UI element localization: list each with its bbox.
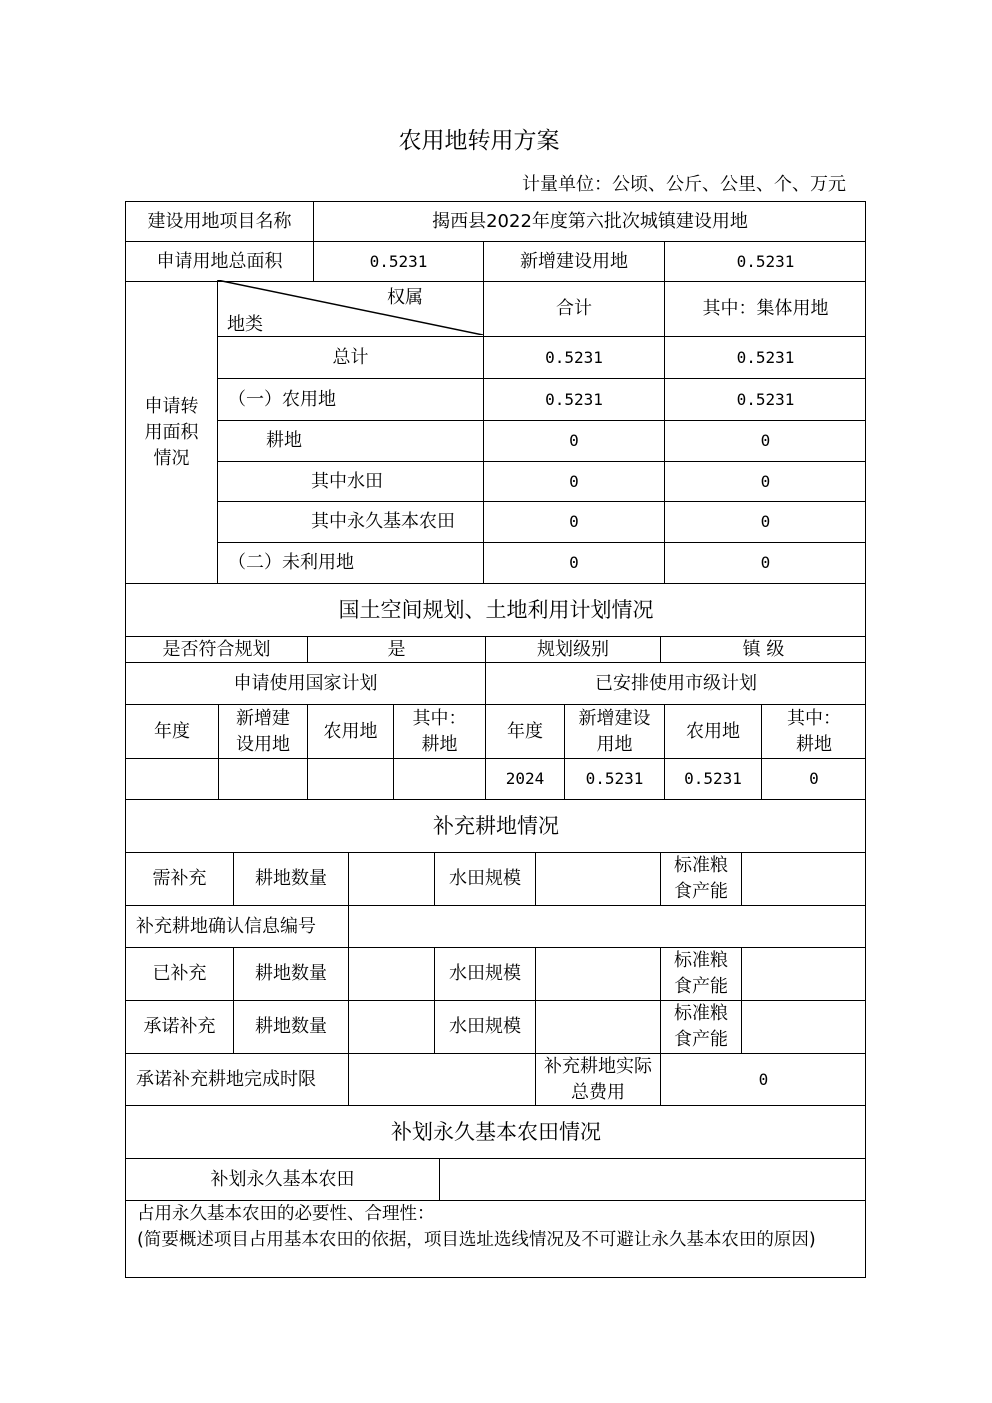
conform-label: 是否符合规划 [125, 636, 307, 662]
project-name-value: 揭西县2022年度第六批次城镇建设用地 [313, 201, 866, 241]
need-label: 需补充 [125, 852, 233, 905]
row-label-basic-farmland: 其中永久基本农田 [217, 501, 483, 542]
national-col-arable: 其中：耕地 [393, 704, 485, 758]
confirm-label: 补充耕地确认信息编号 [125, 905, 348, 947]
necessity-text [137, 1201, 862, 1253]
landtype-header: 地类 [227, 314, 263, 335]
row-label-unused: （二）未利用地 [217, 542, 483, 583]
national-col-farm: 农用地 [307, 704, 393, 758]
deadline-label: 承诺补充耕地完成时限 [125, 1053, 348, 1105]
promise-grain-label: 标准粮食产能 [660, 1000, 741, 1053]
deadline-value [348, 1053, 535, 1105]
promise-grain-value [741, 1000, 866, 1053]
col-collective-header: 其中：集体用地 [664, 281, 866, 336]
row-agri-total: 0.5231 [483, 378, 664, 420]
promise-qty-label: 耕地数量 [233, 1000, 348, 1053]
done-paddy-label: 水田规模 [434, 947, 535, 1000]
conform-value: 是 [307, 636, 485, 662]
done-label: 已补充 [125, 947, 233, 1000]
planning-section-title: 国土空间规划、土地利用计划情况 [125, 583, 866, 636]
row-label-agri: （一）农用地 [217, 378, 483, 420]
city-col-farm: 农用地 [664, 704, 761, 758]
plan-level-value: 镇 级 [660, 636, 866, 662]
city-arable: 0 [761, 758, 866, 799]
confirm-value [348, 905, 866, 947]
page-title: 农用地转用方案 [398, 128, 560, 154]
city-farm: 0.5231 [664, 758, 761, 799]
col-total-header: 合计 [483, 281, 664, 336]
unit-note: 计量单位：公顷、公斤、公里、个、万元 [522, 174, 846, 195]
project-name-label: 建设用地项目名称 [125, 201, 313, 241]
row-total-collective: 0.5231 [664, 336, 866, 378]
national-col-new: 新增建设用地 [218, 704, 307, 758]
row-arable-total: 0 [483, 420, 664, 461]
new-construction-value: 0.5231 [664, 241, 866, 281]
city-new: 0.5231 [564, 758, 664, 799]
need-paddy-value [535, 852, 660, 905]
row-total-total: 0.5231 [483, 336, 664, 378]
basic-farmland-row-label: 补划永久基本农田 [125, 1158, 439, 1200]
national-new [218, 758, 307, 799]
national-farm [307, 758, 393, 799]
plan-level-label: 规划级别 [485, 636, 660, 662]
national-arable [393, 758, 485, 799]
done-qty-value [348, 947, 434, 1000]
promise-qty-value [348, 1000, 434, 1053]
done-grain-label: 标准粮食产能 [660, 947, 741, 1000]
need-grain-label: 标准粮食产能 [660, 852, 741, 905]
city-year: 2024 [485, 758, 564, 799]
done-qty-label: 耕地数量 [233, 947, 348, 1000]
need-qty-value [348, 852, 434, 905]
city-plan-label: 已安排使用市级计划 [485, 662, 866, 704]
promise-label: 承诺补充 [125, 1000, 233, 1053]
promise-paddy-label: 水田规模 [434, 1000, 535, 1053]
new-construction-label: 新增建设用地 [483, 241, 664, 281]
row-paddy-collective: 0 [664, 461, 866, 501]
supplement-section-title: 补充耕地情况 [125, 799, 866, 852]
national-year [125, 758, 218, 799]
row-paddy-total: 0 [483, 461, 664, 501]
necessity-desc: (简要概述项目占用基本农田的依据，项目选址选线情况及不可避让永久基本农田的原因) [137, 1230, 816, 1250]
done-paddy-value [535, 947, 660, 1000]
cost-label: 补充耕地实际总费用 [535, 1053, 660, 1105]
total-area-value: 0.5231 [313, 241, 483, 281]
row-unused-collective: 0 [664, 542, 866, 583]
city-col-year: 年度 [485, 704, 564, 758]
row-label-paddy: 其中水田 [217, 461, 483, 501]
need-paddy-label: 水田规模 [434, 852, 535, 905]
row-label-total: 总计 [217, 336, 483, 378]
row-arable-collective: 0 [664, 420, 866, 461]
basic-farmland-row-value [439, 1158, 866, 1200]
total-area-label: 申请用地总面积 [125, 241, 313, 281]
national-plan-label: 申请使用国家计划 [125, 662, 485, 704]
row-basic-farmland-collective: 0 [664, 501, 866, 542]
city-col-new: 新增建设用地 [564, 704, 664, 758]
promise-paddy-value [535, 1000, 660, 1053]
basic-farmland-section-title: 补划永久基本农田情况 [125, 1105, 866, 1158]
ownership-header: 权属 [387, 287, 423, 308]
need-grain-value [741, 852, 866, 905]
cost-value: 0 [660, 1053, 866, 1105]
row-label-arable: 耕地 [217, 420, 483, 461]
city-col-arable: 其中：耕地 [761, 704, 866, 758]
row-unused-total: 0 [483, 542, 664, 583]
necessity-label: 占用永久基本农田的必要性、合理性： [137, 1204, 435, 1224]
national-col-year: 年度 [125, 704, 218, 758]
row-agri-collective: 0.5231 [664, 378, 866, 420]
conversion-section-label: 申请转用面积情况 [125, 281, 217, 583]
need-qty-label: 耕地数量 [233, 852, 348, 905]
done-grain-value [741, 947, 866, 1000]
row-basic-farmland-total: 0 [483, 501, 664, 542]
